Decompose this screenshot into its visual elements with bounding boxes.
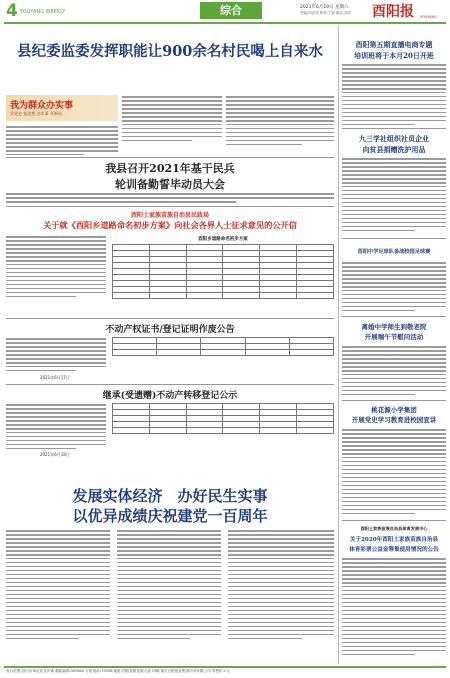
sidebar-a2-body — [342, 158, 446, 234]
big-banner-line2: 以优异成绩庆祝建党一百周年 — [72, 507, 268, 525]
sidebar-a3-headline: 酉阳中学足球队备战校园足球赛 — [357, 249, 431, 255]
sidebar-a6-headline: 关于2020年酉阳土家族苗族自治县 — [349, 537, 439, 543]
sidebar-a6-body — [342, 558, 446, 658]
editor-line: 责编:向洪亮 校对:王莉 版式:周芳 — [300, 11, 352, 15]
sidebar-a1-headline-2: 培训班将于本月20日开班 — [354, 51, 434, 60]
big-banner-body-col2 — [117, 530, 221, 642]
divider — [6, 157, 334, 158]
date-line: 2021年6月19日 星期六 — [300, 5, 349, 10]
divider — [6, 206, 334, 207]
article2-body — [6, 193, 334, 205]
notice-ppt-body — [6, 338, 106, 374]
sidebar-a6-headline-2: 体育彩票公益金筹集使用情况的公告 — [349, 547, 439, 553]
campaign-banner-sub: 学党史 悟思想 办实事 开新局 — [10, 111, 62, 116]
notice-gift-headline: 继承(受遗赠)不动产转移登记公示 — [102, 391, 238, 401]
divider — [342, 128, 446, 129]
header-rule — [4, 22, 446, 24]
footer-rule — [4, 666, 446, 668]
notice-body — [6, 236, 106, 300]
notice-ppt-date: 2021年6月17日 — [40, 375, 70, 380]
sidebar-a2-headline-2: 向贫县捐赠洗护用品 — [362, 145, 426, 154]
campaign-banner-title: 我为群众办实事 — [10, 101, 74, 111]
notice-table — [112, 244, 334, 299]
lead-body-col2 — [122, 96, 222, 144]
footer-text: 发行范围:县内各单位及各乡镇 邮政编码:409800 订报电话:75558 地址:酉阳县桃花源大道 印刷:重庆日报报业集团印务有限公司 零售价:1元 — [6, 669, 230, 673]
sidebar-a6-org: 酉阳土家族苗族自治县体育发展中心 — [360, 526, 428, 531]
column-divider — [338, 26, 339, 664]
masthead-logo: 酉阳报 — [372, 4, 414, 20]
notice-ppt-table — [112, 337, 334, 356]
notice-ppt-headline: 不动产权证书/登记证明作废公告 — [105, 325, 235, 335]
divider — [342, 238, 446, 239]
divider — [6, 318, 334, 319]
big-banner-line1: 发展实体经济 办好民生实事 — [72, 487, 268, 505]
notice-headline: 关于就《酉阳乡道路命名初步方案》向社会各界人士征求意见的公开信 — [43, 220, 297, 230]
sidebar-a5-body — [342, 429, 446, 517]
sidebar-a5-headline-2: 开展党史学习教育进校园宣讲 — [351, 416, 437, 424]
notice-gift-date: 2021年6月18日 — [40, 452, 70, 457]
sidebar-a1-headline: 酉阳第五期直播电商专题 — [355, 40, 433, 49]
sidebar-a4-headline: 离婚中学师生到敬老院 — [361, 323, 427, 331]
big-banner-body-col3 — [228, 530, 334, 642]
lead-body-col1 — [6, 126, 118, 158]
divider — [342, 316, 446, 317]
sidebar-a1-body — [342, 64, 446, 128]
divider — [342, 520, 446, 521]
notice-table-title: 酉阳乡道路命名初步方案 — [198, 237, 248, 242]
page-header — [0, 0, 450, 22]
article2-headline-2: 轮训备勤誓毕动员大会 — [115, 178, 225, 191]
divider — [342, 400, 446, 401]
sidebar-a4-body — [342, 346, 446, 398]
sidebar-a4-headline-2: 开展端午节慰问活动 — [364, 333, 424, 341]
lead-headline: 县纪委监委发挥职能让900余名村民喝上自来水 — [17, 43, 323, 60]
page-number: 4 — [6, 1, 18, 21]
notice-gift-table — [112, 403, 334, 434]
paper-tag: YOUYANG WEEKLY — [20, 9, 66, 15]
divider — [6, 384, 334, 385]
article2-headline: 我县召开2021年基干民兵 — [105, 162, 235, 175]
sidebar-a3-body — [342, 262, 446, 314]
section-label: 综合 — [200, 2, 262, 19]
sidebar-a2-headline: 九三学社组织社员企业 — [359, 134, 429, 143]
notice-gift-body — [6, 404, 106, 452]
sidebar-a5-headline: 桃花源小学集团 — [371, 406, 417, 414]
masthead-sub: YOUYANG — [420, 15, 437, 19]
campaign-banner — [6, 95, 118, 121]
notice-org: 酉阳土家族苗族自治县民政局 — [130, 212, 209, 219]
lead-body-col3 — [226, 96, 334, 148]
big-banner-body-col1 — [6, 530, 110, 642]
